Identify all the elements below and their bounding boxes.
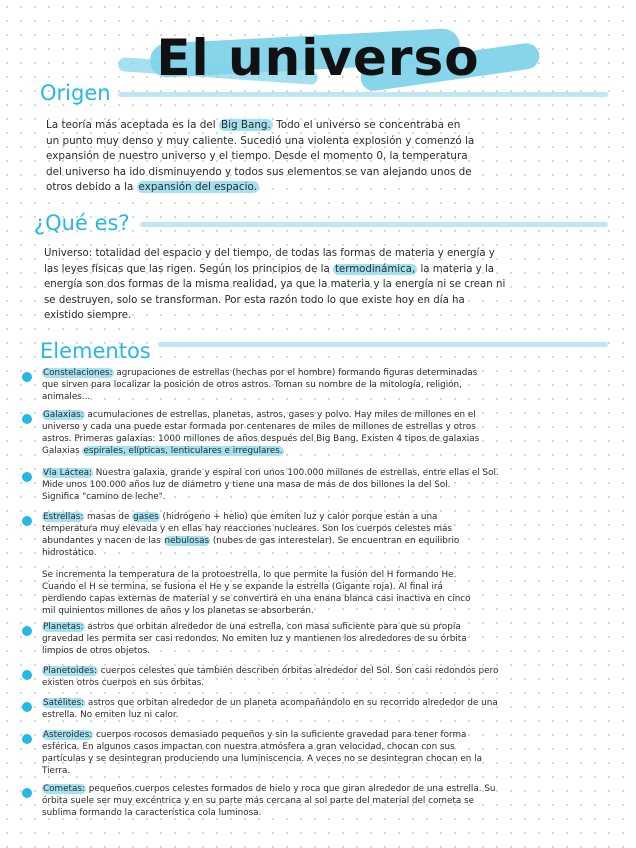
heading-elementos: Elementos [40, 339, 151, 363]
bullet-dot [22, 788, 32, 798]
bullet-dot [22, 626, 32, 636]
term-label: Constelaciones: [43, 368, 113, 378]
highlight-gases: gases [133, 512, 159, 522]
term-label: Galaxias: [43, 410, 84, 420]
bullet-dot [22, 516, 32, 526]
origen-paragraph: La teoría más aceptada es la del Big Bang. Todo el universo se concentraba en un punto muy denso y muy caliente. Sucedió una violenta explosión y comenzó la expansión de nuestro universo y el tiempo. Desde el momento 0, la temperatura del universo ha ido disminuyendo y todos sus elementos se van alejando unos de otros debido a la expansión del espacio. [46, 119, 475, 194]
item-estrellas: Estrellas: masas de gases (hidrógeno + helio) que emiten luz y calor porque están a una temperatura muy elevada y en ellas hay reacciones nucleares. Son los cuerpos celestes más abundantes y nacen de las nebulosas (nubes de gas interestelar). Se encuentran en equilibrio hidrostático. [42, 512, 460, 558]
highlight-nebulosas: nebulosas [164, 535, 210, 546]
bullet-dot [22, 734, 32, 744]
estrellas-detail: Se incrementa la temperatura de la protoestrella, lo que permite la fusión del H formando He. Cuando el H se termina, se fusiona el He y se expande la estrella (Gigante roja). Al final irá perdiendo capas externas de material y se convertirá en una enana blanca casi inactiva en cinco mil quinientos millones de años y los planetas se absorberán. [42, 570, 471, 616]
item-planetas: Planetas: astros que orbitan alrededor de una estrella, con masa suficiente para que su propia gravedad les permita ser casi redondos. No emiten luz y mantienen los alrededores de su órbita limpios de otros objetos. [42, 622, 467, 656]
title-area [0, 14, 636, 86]
term-label: Planetas: [43, 622, 84, 632]
bullet-dot [22, 472, 32, 482]
item-planetoides: Planetoides: cuerpos celestes que también describen órbitas alrededor del Sol. Son casi redondos pero existen otros cuerpos en sus órbitas. [42, 666, 499, 688]
bullet-dot [22, 702, 32, 712]
term-label: Planetoides: [43, 666, 97, 676]
page-title: El universo [156, 29, 480, 87]
item-constelaciones: Constelaciones: agrupaciones de estrellas (hechas por el hombre) formando figuras determinadas que sirven para localizar la posición de otros astros. Toman su nombre de la mitología, religión, animales... [42, 368, 478, 402]
item-satelites: Satélites: astros que orbitan alrededor de un planeta acompañándolo en su recorrido alrededor de una estrella. No emiten luz ni calor. [42, 698, 498, 720]
item-galaxias: Galaxias: acumulaciones de estrellas, planetas, astros, gases y polvo. Hay miles de millones en el universo y cada una puede estar formada por centenares de miles de millones de estrellas y otros astros. Primeras galaxias: 1000 millones de años después del Big Bang. Existen 4 tipos de galaxias Galaxias espirales, elípticas, lenticulares e irregulares. [42, 410, 480, 456]
bullet-dot [22, 414, 32, 424]
heading-origen: Origen [40, 81, 111, 105]
bullet-dot [22, 372, 32, 382]
highlight-big-bang: Big Bang. [220, 119, 271, 131]
que-es-paragraph: Universo: totalidad del espacio y del tiempo, de todas las formas de materia y energía y las leyes físicas que las rigen. Según los principios de la termodinámica, la materia y la energía son dos formas de la misma realidad, ya que la materia y la energía ni se crean ni se destruyen, solo se transforman. Por esta razón todo lo que existe hoy en día ha existido siempre. [44, 248, 506, 322]
term-label: Estrellas: [43, 512, 84, 522]
highlight-expansion: expansión del espacio. [138, 181, 257, 194]
highlight-termodinamica: termodinámica, [334, 263, 416, 275]
heading-underline [118, 92, 608, 97]
item-cometas: Cometas: pequeños cuerpos celestes formados de hielo y roca que giran alrededor de una estrella. Su órbita suele ser muy excéntrica y en su parte más cercana al sol parte del material del cometa se sublima formando la característica cola luminosa. [42, 784, 496, 818]
term-label: Satélites: [43, 698, 85, 708]
term-label: Asteroides: [43, 730, 93, 740]
heading-underline [140, 222, 608, 227]
bullet-dot [22, 670, 32, 680]
heading-underline [158, 342, 608, 347]
term-label: Vía Láctea: [43, 468, 92, 478]
term-label: Cometas: [43, 784, 85, 794]
heading-que-es: ¿Qué es? [34, 211, 130, 235]
item-asteroides: Asteroides: cuerpos rocosos demasiado pequeños y sin la suficiente gravedad para tener forma esférica. En algunos casos impactan con nuestra atmósfera a gran velocidad, chocan con sus partículas y se desintegran produciendo una luminiscencia. A veces no se desintegran chocan en la Tierra. [42, 730, 483, 776]
highlight-tipos-galaxias: espirales, elípticas, lenticulares e irregulares. [83, 445, 283, 456]
item-via-lactea: Vía Láctea: Nuestra galaxia, grande y espiral con unos 100.000 millones de estrellas, entre ellas el Sol. Mide unos 100.000 años luz de diámetro y tiene una masa de más de dos billones la del Sol. Significa "camino de leche". [42, 468, 499, 502]
